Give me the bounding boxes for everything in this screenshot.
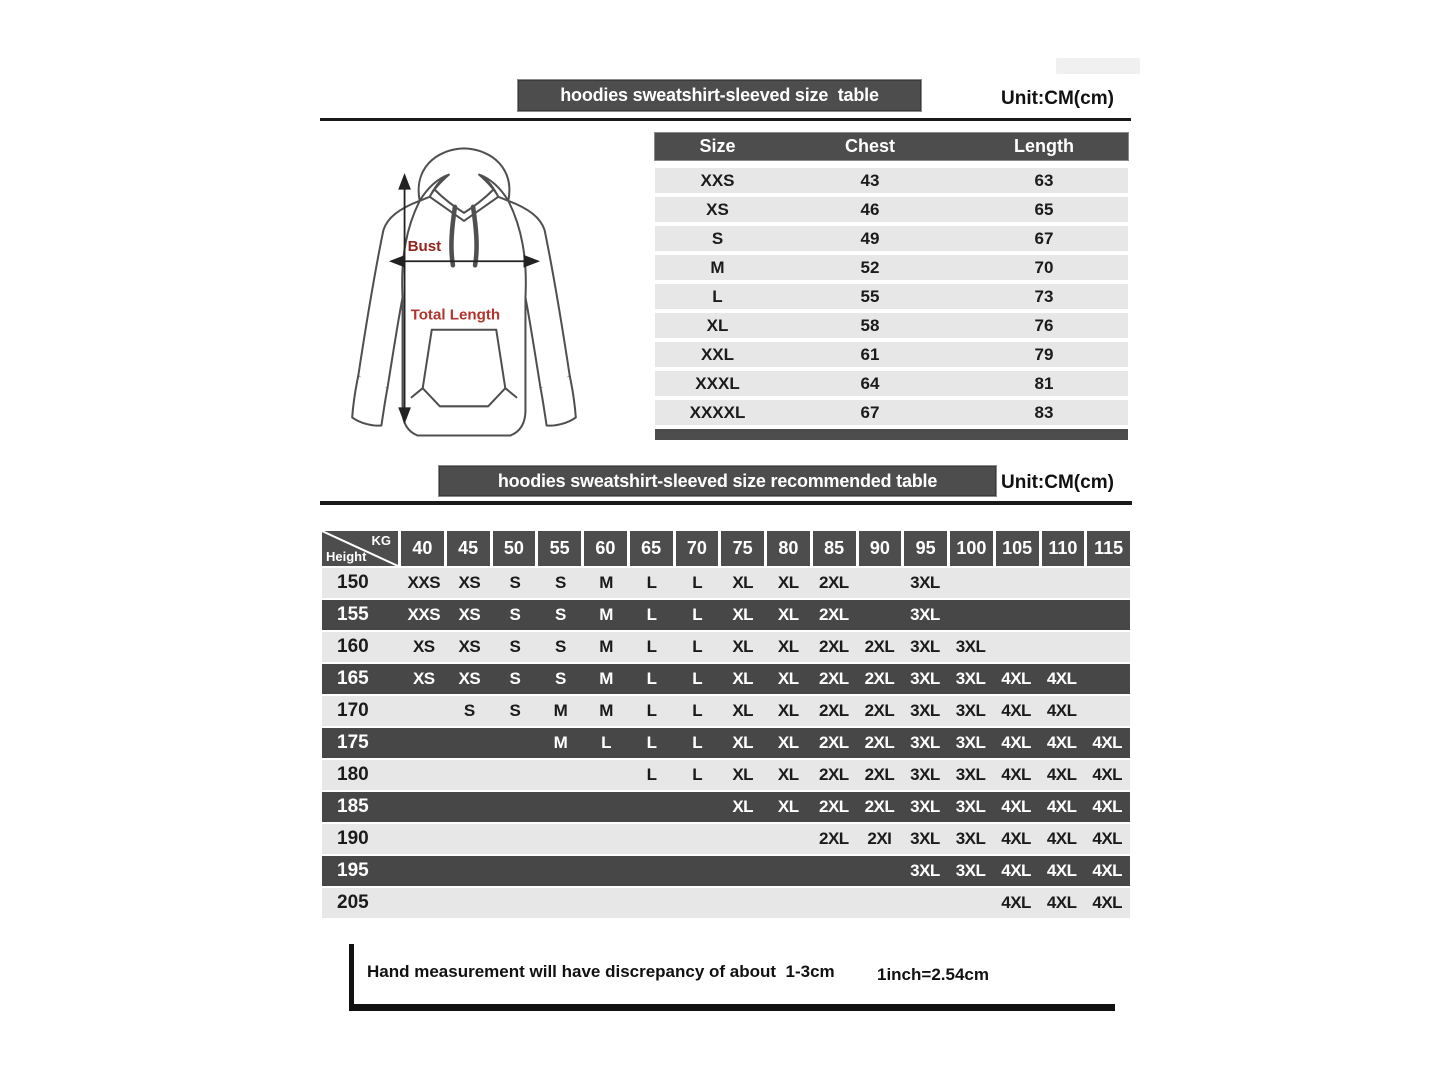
size-recommendation-cell: 2XL — [864, 701, 895, 720]
matrix-row — [322, 888, 1130, 918]
size-recommendation-cell: XL — [732, 701, 754, 720]
size-recommendation-cell: 3XL — [910, 701, 940, 720]
matrix-header-row — [322, 531, 1130, 566]
weight-column-header: 60 — [584, 531, 627, 566]
size-recommendation-cell: L — [646, 669, 657, 688]
size-recommendation-cell: 4XL — [1092, 893, 1123, 912]
size-recommendation-cell: XS — [412, 637, 435, 656]
size-recommendation-cell: XL — [777, 637, 799, 656]
size-recommendation-cell: 4XL — [1046, 893, 1077, 912]
size-recommendation-cell: 4XL — [1001, 765, 1031, 784]
inch-conversion: 1inch=2.54cm — [877, 965, 989, 984]
size-recommendation-cell: XS — [458, 573, 481, 592]
height-row-label: 165 — [337, 668, 369, 689]
length-value: 73 — [1034, 286, 1054, 306]
size-recommendation-cell: M — [599, 669, 613, 688]
size-recommendation-cell: XL — [732, 733, 754, 752]
size-recommendation-cell: M — [553, 733, 568, 752]
weight-column-header: 90 — [859, 531, 902, 566]
size-recommendation-cell: 4XL — [1092, 733, 1123, 752]
size-recommendation-cell: S — [555, 605, 566, 624]
measurement-note: Hand measurement will have discrepancy of about 1-3cm — [367, 962, 835, 981]
size-recommendation-cell: 3XL — [910, 765, 940, 784]
size-table-row — [655, 342, 1128, 367]
chest-value: 52 — [860, 257, 880, 277]
height-row-label: 205 — [337, 892, 369, 913]
size-recommendation-cell: 4XL — [1092, 765, 1123, 784]
size-recommendation-cell: L — [692, 605, 703, 624]
length-value: 70 — [1034, 257, 1054, 277]
size-recommendation-cell: XL — [777, 733, 799, 752]
size-recommendation-cell: 4XL — [1001, 861, 1031, 880]
size-recommendation-cell: S — [509, 701, 521, 720]
size-recommendation-cell: 3XL — [955, 861, 986, 880]
size-recommendation-cell: XS — [458, 669, 481, 688]
size-recommendation-cell: 4XL — [1092, 797, 1123, 816]
size-table — [655, 133, 1128, 440]
height-row-label: 190 — [337, 828, 369, 849]
divider-line-1 — [320, 118, 1131, 121]
size-recommendation-cell: 4XL — [1046, 861, 1077, 880]
matrix-row — [322, 568, 1130, 598]
size-table-header — [655, 133, 1128, 160]
size-recommendation-cell: L — [646, 765, 657, 784]
size-recommendation-cell: 2XL — [819, 573, 849, 592]
size-recommendation-cell: XL — [732, 669, 754, 688]
size-recommendation-cell: 2XL — [819, 765, 849, 784]
size-value: XXXL — [695, 373, 740, 393]
bust-label: Bust — [407, 238, 442, 256]
size-recommendation-cell: XL — [732, 573, 754, 592]
footer-vertical-line — [349, 944, 354, 1011]
size-recommendation-cell: 4XL — [1092, 829, 1123, 848]
size-recommendation-cell: XL — [732, 637, 754, 656]
chest-value: 55 — [860, 286, 880, 306]
matrix-row — [322, 856, 1130, 886]
matrix-row — [322, 792, 1130, 822]
length-value: 63 — [1034, 170, 1054, 190]
height-row-label: 180 — [337, 764, 369, 785]
size-recommendation-cell: 3XL — [910, 605, 940, 624]
size-recommendation-cell: M — [553, 701, 568, 720]
size-recommendation-cell: L — [646, 605, 657, 624]
weight-column-header: 70 — [676, 531, 719, 566]
size-recommendation-cell: 3XL — [955, 669, 986, 688]
size-recommendation-cell: 3XL — [955, 829, 986, 848]
size-recommendation-cell: XL — [732, 765, 754, 784]
length-value: 76 — [1034, 315, 1054, 335]
size-recommendation-cell: S — [509, 637, 521, 656]
length-value: 83 — [1034, 402, 1054, 422]
size-recommendation-cell: S — [555, 573, 566, 592]
weight-column-header: 80 — [767, 531, 810, 566]
weight-column-header: 40 — [401, 531, 444, 566]
size-recommendation-cell: 3XL — [955, 701, 986, 720]
size-recommendation-cell: 3XL — [955, 637, 986, 656]
size-recommendation-cell: 4XL — [1046, 797, 1077, 816]
size-recommendation-cell: 3XL — [910, 733, 940, 752]
size-recommendation-cell: 2XL — [864, 733, 895, 752]
hoodie-diagram — [328, 136, 600, 454]
weight-column-header: 45 — [447, 531, 490, 566]
weight-column-header: 100 — [950, 531, 993, 566]
size-recommendation-cell: 4XL — [1046, 829, 1077, 848]
recommended-table-title-bar — [439, 466, 996, 496]
matrix-row — [322, 664, 1130, 694]
size-recommendation-cell: 4XL — [1001, 733, 1031, 752]
col-header-size: Size — [699, 136, 736, 156]
weight-column-header: 95 — [904, 531, 947, 566]
chest-value: 46 — [860, 199, 880, 219]
size-recommendation-cell: XL — [777, 765, 799, 784]
size-value: XL — [706, 315, 729, 335]
size-recommendation-cell: 2XL — [864, 637, 895, 656]
size-recommendation-cell: S — [509, 605, 521, 624]
size-value: L — [712, 286, 723, 306]
weight-column-header: 65 — [630, 531, 673, 566]
size-recommendation-cell: 3XL — [910, 573, 940, 592]
size-recommendation-cell: 2XL — [819, 829, 849, 848]
height-label: Height — [326, 549, 367, 564]
size-recommendation-cell: 4XL — [1046, 669, 1077, 688]
size-recommendation-cell: 3XL — [910, 669, 940, 688]
matrix-row — [322, 632, 1130, 662]
size-recommendation-cell: 3XL — [910, 861, 940, 880]
size-table-title-bar — [518, 80, 921, 111]
height-row-label: 155 — [337, 604, 369, 625]
scan-artifact — [1056, 58, 1140, 74]
size-recommendation-cell: 2XL — [819, 637, 849, 656]
size-recommendation-cell: S — [509, 573, 521, 592]
weight-column-header: 115 — [1087, 531, 1130, 566]
recommended-table — [322, 531, 1130, 920]
size-recommendation-cell: XS — [412, 669, 435, 688]
size-recommendation-cell: 3XL — [910, 829, 940, 848]
size-table-row — [655, 313, 1128, 338]
size-recommendation-cell: L — [692, 637, 703, 656]
length-value: 79 — [1034, 344, 1054, 364]
matrix-body — [322, 568, 1130, 918]
size-recommendation-cell: 2XL — [819, 669, 849, 688]
size-recommendation-cell: XS — [458, 605, 481, 624]
kg-label: KG — [371, 533, 391, 548]
size-recommendation-cell: 4XL — [1046, 701, 1077, 720]
height-row-label: 150 — [337, 572, 369, 593]
matrix-row — [322, 600, 1130, 630]
size-recommendation-cell: 2XL — [819, 797, 849, 816]
recommended-table-title: hoodies sweatshirt-sleeved size recommended table — [497, 470, 938, 491]
size-value: XXS — [700, 170, 735, 190]
weight-column-header: 50 — [493, 531, 536, 566]
size-recommendation-cell: L — [692, 765, 703, 784]
size-recommendation-cell: 2XL — [864, 797, 895, 816]
size-recommendation-cell: 3XL — [910, 637, 940, 656]
size-table-row — [655, 400, 1128, 425]
matrix-row — [322, 760, 1130, 790]
size-recommendation-cell: 2XL — [864, 669, 895, 688]
size-recommendation-cell: XL — [777, 701, 799, 720]
size-recommendation-cell: L — [646, 733, 657, 752]
chest-value: 43 — [860, 170, 880, 190]
matrix-row — [322, 824, 1130, 854]
size-recommendation-cell: 3XL — [955, 765, 986, 784]
size-recommendation-cell: 3XL — [910, 797, 940, 816]
size-recommendation-cell: XL — [777, 669, 799, 688]
size-value: XXL — [700, 344, 735, 364]
size-recommendation-cell: XS — [458, 637, 481, 656]
size-recommendation-cell: S — [463, 701, 475, 720]
size-table-row — [655, 168, 1128, 193]
size-recommendation-cell: 2XL — [864, 765, 895, 784]
size-recommendation-cell: 3XL — [955, 797, 986, 816]
chest-value: 67 — [860, 402, 880, 422]
divider-line-2 — [320, 501, 1132, 505]
size-recommendation-cell: L — [646, 637, 657, 656]
weight-column-header: 55 — [538, 531, 581, 566]
size-value: M — [710, 257, 725, 277]
size-recommendation-cell: L — [692, 573, 703, 592]
size-recommendation-cell: XL — [732, 605, 754, 624]
length-value: 81 — [1034, 373, 1054, 393]
size-recommendation-cell: 4XL — [1001, 829, 1031, 848]
size-recommendation-cell: XXS — [407, 605, 441, 624]
size-recommendation-cell: 2XL — [819, 701, 849, 720]
chest-value: 64 — [860, 373, 880, 393]
size-recommendation-cell: M — [599, 573, 613, 592]
size-recommendation-cell: 4XL — [1001, 797, 1031, 816]
weight-column-header: 110 — [1042, 531, 1085, 566]
size-recommendation-cell: L — [692, 701, 703, 720]
size-recommendation-cell: 4XL — [1001, 669, 1031, 688]
size-value: S — [711, 228, 724, 248]
size-value: XS — [706, 199, 729, 219]
unit-label-2: Unit:CM(cm) — [1001, 472, 1114, 493]
size-recommendation-cell: 2XI — [867, 829, 892, 848]
hoodie-line-art — [328, 136, 600, 454]
height-row-label: 160 — [337, 636, 369, 657]
size-recommendation-cell: 3XL — [955, 733, 986, 752]
size-recommendation-cell: L — [692, 733, 703, 752]
size-table-title: hoodies sweatshirt-sleeved size table — [560, 85, 879, 105]
size-table-bottom-bar — [655, 429, 1128, 440]
size-table-row — [655, 284, 1128, 309]
size-recommendation-cell: 4XL — [1001, 893, 1031, 912]
size-recommendation-cell: XL — [732, 797, 754, 816]
size-recommendation-cell: 4XL — [1001, 701, 1031, 720]
kg-height-corner-cell — [322, 531, 398, 566]
size-recommendation-cell: XL — [777, 573, 799, 592]
col-header-chest: Chest — [844, 136, 895, 156]
height-row-label: 195 — [337, 860, 369, 881]
size-recommendation-cell: L — [646, 573, 657, 592]
length-value: 65 — [1034, 199, 1054, 219]
matrix-row — [322, 696, 1130, 726]
size-table-body — [655, 168, 1128, 425]
size-recommendation-cell: M — [599, 701, 613, 720]
size-recommendation-cell: M — [599, 605, 613, 624]
hoodie-hem-band — [403, 410, 526, 435]
size-recommendation-cell: XXS — [407, 573, 441, 592]
size-recommendation-cell: 4XL — [1092, 861, 1123, 880]
size-recommendation-cell: S — [555, 637, 566, 656]
weight-column-header: 85 — [813, 531, 856, 566]
size-table-row — [655, 255, 1128, 280]
size-recommendation-cell: L — [601, 733, 611, 752]
size-recommendation-cell: XL — [777, 797, 799, 816]
length-value: 67 — [1034, 228, 1054, 248]
size-table-row — [655, 371, 1128, 396]
col-header-length: Length — [1014, 136, 1074, 156]
footer-horizontal-line — [349, 1004, 1115, 1011]
size-recommendation-cell: L — [646, 701, 657, 720]
weight-column-header: 75 — [721, 531, 764, 566]
size-recommendation-cell: S — [555, 669, 566, 688]
size-table-row — [655, 197, 1128, 222]
size-value: XXXXL — [689, 402, 746, 422]
height-row-label: 170 — [337, 700, 369, 721]
chest-value: 58 — [860, 315, 880, 335]
chest-value: 61 — [860, 344, 880, 364]
size-recommendation-cell: 2XL — [819, 733, 849, 752]
weight-column-header: 105 — [996, 531, 1039, 566]
height-row-label: 175 — [337, 732, 369, 753]
matrix-row — [322, 728, 1130, 758]
size-table-row — [655, 226, 1128, 251]
chest-value: 49 — [860, 228, 880, 248]
size-recommendation-cell: 2XL — [819, 605, 849, 624]
height-row-label: 185 — [337, 796, 369, 817]
size-recommendation-cell: L — [692, 669, 703, 688]
unit-label-1: Unit:CM(cm) — [1001, 88, 1114, 109]
size-recommendation-cell: 4XL — [1046, 765, 1077, 784]
total-length-label: Total Length — [410, 306, 501, 324]
size-recommendation-cell: 4XL — [1046, 733, 1077, 752]
size-recommendation-cell: S — [509, 669, 521, 688]
size-recommendation-cell: XL — [777, 605, 799, 624]
size-recommendation-cell: M — [599, 637, 613, 656]
